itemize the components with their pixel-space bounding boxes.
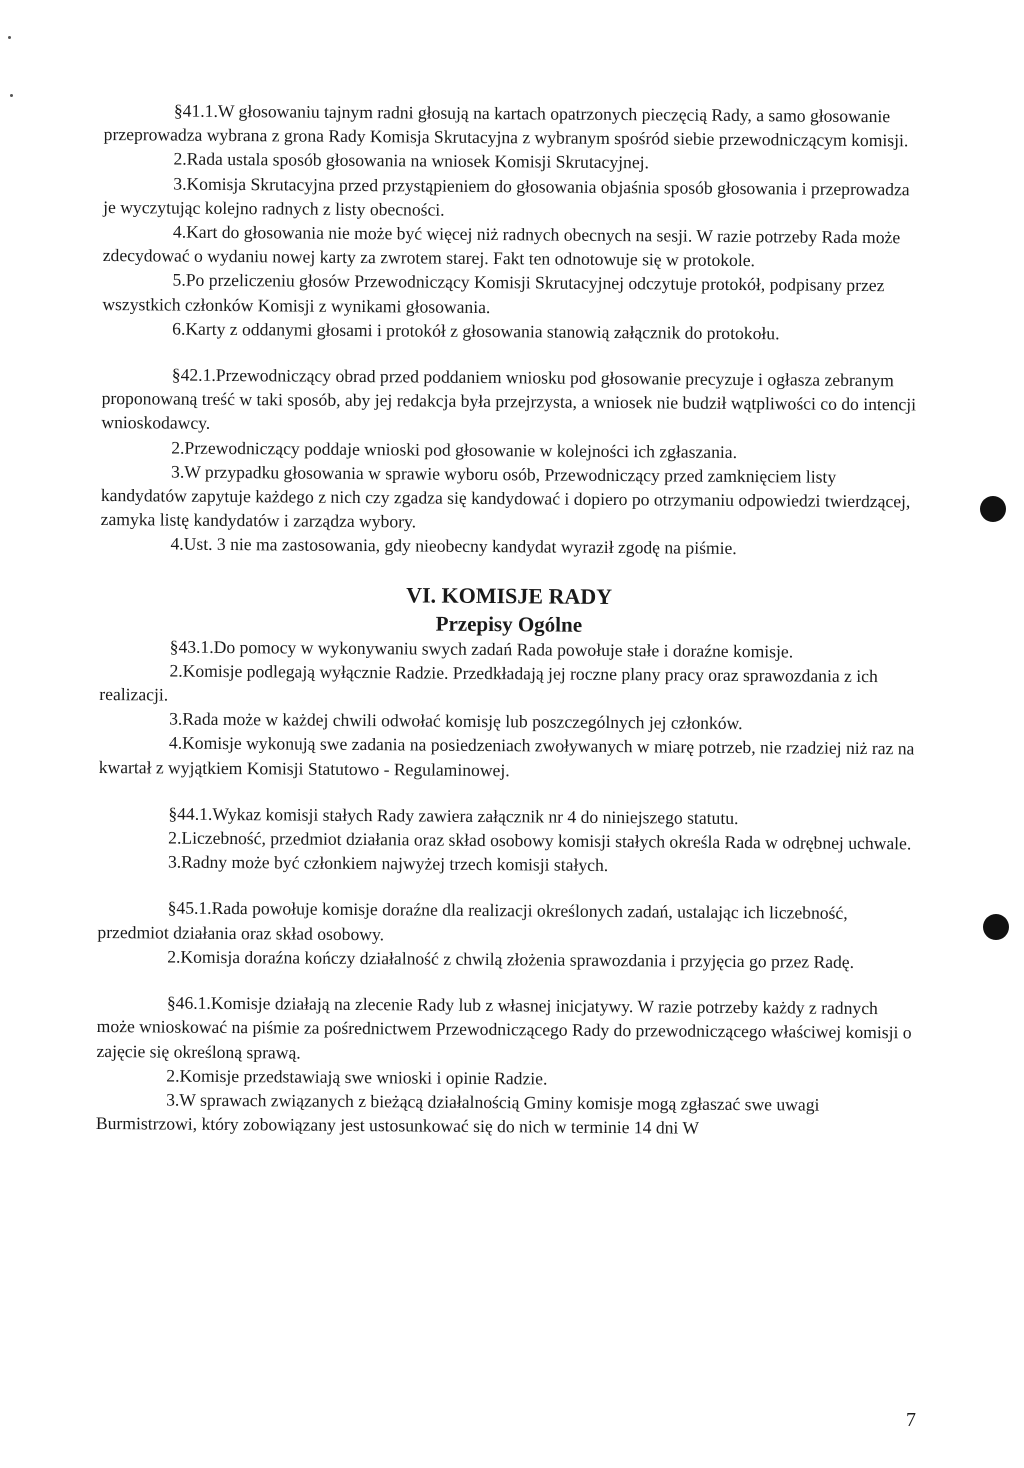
chapter-title: VI. KOMISJE RADY [406, 582, 613, 609]
punch-hole [983, 914, 1009, 940]
paragraph-42-1: §42.1.Przewodniczący obrad przed poddaniem wniosku pod głosowanie precyzuje i ogłasza zebranym proponowaną treść w taki sposób, aby jej redakcja była przejrzysta, a wniosek nie budził wątpliwości co do intencji wnioskodawcy. [101, 364, 917, 434]
paragraph-42-3: 3.W przypadku głosowania w sprawie wyboru osób, Przewodniczący przed zamknięciem listy kandydatów zapytuje każdego z nich czy zgadza się kandydować i dopiero po otrzymaniu odpowiedzi twierdzącej, zamyka listę kandydatów i zarządza wybory. [100, 461, 911, 532]
paragraph-43-1: §43.1.Do pomocy w wykonywaniu swych zadań Rada powołuje stałe i doraźne komisje. [169, 636, 794, 662]
paragraph-45-1: §45.1.Rada powołuje komisje doraźne dla realizacji określonych zadań, ustalając ich liczebność, przedmiot działania oraz skład osobowy. [97, 898, 848, 944]
scan-speck [10, 94, 13, 97]
paragraph-44-1: §44.1.Wykaz komisji stałych Rady zawiera załącznik nr 4 do niniejszego statutu. [168, 803, 739, 828]
paragraph-46-3: 3.W sprawach związanych z bieżącą działalnością Gminy komisje mogą zgłaszać swe uwagi Burmistrzowi, który zobowiązany jest ustosunkować się do nich w terminie 14 dni W [95, 1089, 820, 1138]
paragraph-41-4: 4.Kart do głosowania nie może być więcej niż radnych obecnych na sesji. W razie potrzeby Rada może zdecydować o wydaniu nowej karty za zwrotem starej. Fakt ten odnotowuje się w protokole. [102, 221, 901, 271]
paragraph-44-2: 2.Liczebność, przedmiot działania oraz skład osobowy komisji stałych określa Rada w odrębnej uchwale. [168, 827, 912, 854]
document-body [96, 98, 922, 1142]
paragraph-41-6: 6.Karty z oddanymi głosami i protokół z głosowania stanowią załącznik do protokołu. [172, 318, 780, 344]
paragraph-46-2: 2.Komisje przedstawiają swe wnioski i opinie Radzie. [166, 1065, 548, 1089]
paragraph-41-1: §41.1.W głosowaniu tajnym radni głosują na kartach opatrzonych pieczęcią Rady, a samo głosowanie przeprowadza wybrana z grona Rady Komisja Skrutacyjna z wybranym spośród siebie przewodniczącym komisji. [103, 100, 909, 151]
scan-speck [8, 36, 11, 39]
chapter-subtitle: Przepisy Ogólne [435, 611, 583, 637]
paragraph-42-4: 4.Ust. 3 nie ma zastosowania, gdy nieobecny kandydat wyraził zgodę na piśmie. [170, 533, 737, 559]
punch-hole [980, 496, 1006, 522]
paragraph-43-4: 4.Komisje wykonują swe zadania na posiedzeniach zwoływanych w miarę potrzeb, nie rzadziej niż raz na kwartał z wyjątkiem Komisji Statutowo - Regulaminowej. [98, 732, 915, 780]
paragraph-42-2: 2.Przewodniczący poddaje wnioski pod głosowanie w kolejności ich zgłaszania. [171, 437, 738, 462]
paragraph-45-2: 2.Komisja doraźna kończy działalność z chwilą złożenia sprawozdania i przyjęcia go przez Radę. [167, 946, 855, 972]
paragraph-46-1: §46.1.Komisje działają na zlecenie Rady lub z własnej inicjatywy. W razie potrzeby każdy z radnych może wnioskować na piśmie za pośrednictwem Przewodniczącego Rady do przewodniczącego właściwej komisji o zajęcie się określoną sprawą. [96, 992, 912, 1063]
paragraph-43-3: 3.Rada może w każdej chwili odwołać komisję lub poszczególnych jej członków. [169, 708, 743, 734]
paragraph-41-5: 5.Po przeliczeniu głosów Przewodniczący Komisji Skrutacyjnej odczytuje protokół, podpisany przez wszystkich członków Komisji z wynikami głosowania. [102, 269, 885, 317]
paragraph-43-2: 2.Komisje podlegają wyłącznie Radzie. Przedkładają jej roczne plany pracy oraz sprawozdania z ich realizacji. [99, 660, 878, 705]
page-number: 7 [906, 1409, 916, 1431]
paragraph-41-2: 2.Rada ustala sposób głosowania na wniosek Komisji Skrutacyjnej. [173, 148, 650, 173]
paragraph-41-3: 3.Komisja Skrutacyjna przed przystąpieniem do głosowania objaśnia sposób głosowania i przeprowadza je wyczytując kolejno radnych z listy obecności. [103, 173, 910, 220]
paragraph-44-3: 3.Radny może być członkiem najwyżej trzech komisji stałych. [167, 851, 609, 876]
